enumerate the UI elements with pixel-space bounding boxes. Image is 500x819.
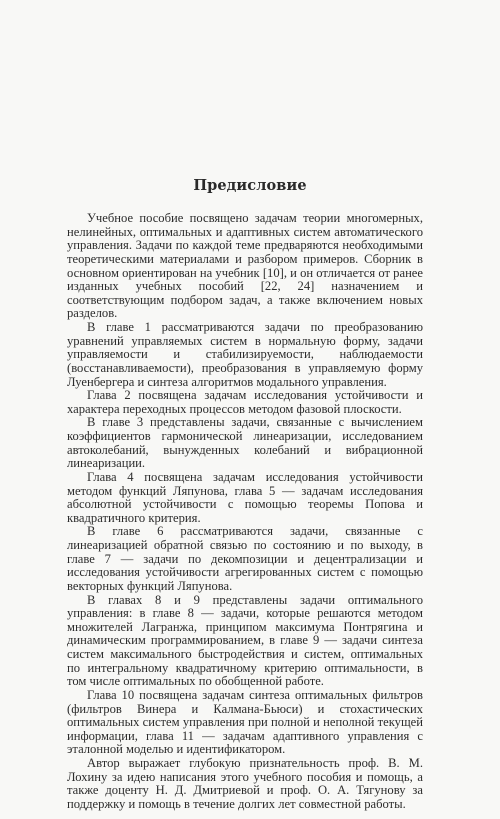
paragraph-chapters-6-7: В главе 6 рассматриваются задачи, связанные с линеаризацией обратной связью по состоянию и по выходу, в главе 7 — задачи по декомпозиции и децентрализации и исследования устойчивости агрегированных систем с помощью векторных функций Ляпунова.: [67, 524, 423, 593]
paragraph-chapter-1: В главе 1 рассматриваются задачи по преобразованию уравнений управляемых систем в нормальную форму, задачи управляемости и стабилизируемости, наблюдаемости (восстанавливаемости), преобразования в управляемую форму Луенбергера и синтеза алгоритмов модального управления.: [67, 320, 423, 389]
paragraph-chapter-2: Глава 2 посвящена задачам исследования устойчивости и характера переходных процессов методом фазовой плоскости.: [67, 388, 423, 416]
paragraph-acknowledgements: Автор выражает глубокую признательность проф. В. М. Лохину за идею написания этого учебного пособия и помощь, а также доценту Н. Д. Дмитриевой и проф. О. А. Тягунову за поддержку и помощь в течение долгих лет совместной работы.: [67, 756, 423, 811]
paragraph-chapters-10-11: Глава 10 посвящена задачам синтеза оптимальных фильтров (фильтров Винера и Калмана-Бьюси) и стохастических оптимальных систем управления при полной и неполной текущей информации, глава 11 — задачам адаптивного управления с эталонной моделью и идентификатором.: [67, 687, 423, 757]
paragraph-chapters-4-5: Глава 4 посвящена задачам исследования устойчивости методом функций Ляпунова, глава 5 — задачам исследования абсолютной устойчивости с помощью теоремы Попова и квадратичного критерия.: [67, 469, 423, 525]
page-title: Предисловие: [193, 177, 307, 194]
paragraph-chapter-3: В главе 3 представлены задачи, связанные с вычислением коэффициентов гармонической линеаризации, исследованием автоколебаний, вынужденных колебаний и вибрационной линеаризации.: [67, 415, 423, 471]
preface-text: [67, 212, 423, 812]
paragraph-intro: Учебное пособие посвящено задачам теории многомерных, нелинейных, оптимальных и адаптивных систем автоматического управления. Задачи по каждой теме предваряются необходимыми теоретическими материалами и разбором примеров. Сборник в основном ориентирован на учебник [10], и он отличается от ранее изданных учебных пособий [22, 24] назначением и соответствующим подбором задач, а также включением новых разделов.: [67, 211, 423, 321]
paragraph-chapters-8-9: В главах 8 и 9 представлены задачи оптимального управления: в главе 8 — задачи, которые решаются методом множителей Лагранжа, принципом максимума Понтрягина и динамическим программированием, в главе 9 — задачи синтеза систем максимального быстродействия и систем, оптимальных по интегральному квадратичному критерию оптимальности, в том числе оптимальных по обобщенной работе.: [67, 592, 423, 689]
